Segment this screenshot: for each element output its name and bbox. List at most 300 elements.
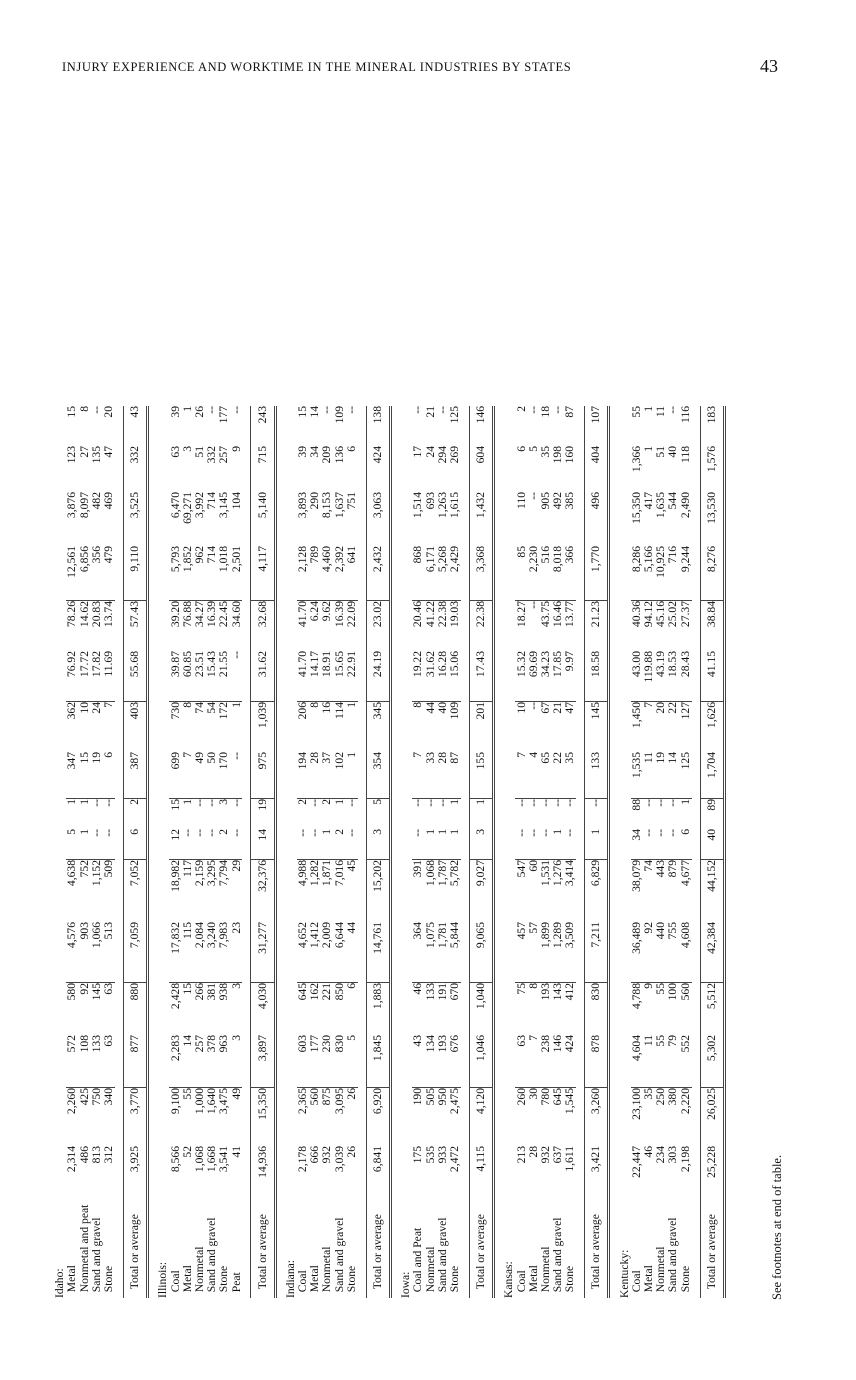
- table-cell: 20: [654, 702, 668, 714]
- table-cell: 11: [643, 752, 655, 799]
- table-cell: 23.02: [366, 601, 390, 652]
- table-cell: 513: [103, 922, 115, 983]
- table-cell: 1,545: [563, 1088, 577, 1115]
- row-label: [218, 1192, 230, 1298]
- row-label: [66, 1192, 78, 1298]
- row-label: [631, 1192, 643, 1298]
- total-row: [251, 406, 275, 1298]
- row-label: [412, 1192, 424, 1298]
- row-label-text: Stone: [563, 1265, 577, 1293]
- table-cell: 750: [89, 1088, 103, 1106]
- table-cell: 366: [564, 546, 576, 601]
- table-cell: 20: [102, 406, 116, 418]
- table-cell: 714: [205, 492, 219, 510]
- table-cell: 440: [655, 922, 667, 983]
- table-cell: 119.88: [643, 651, 655, 702]
- table-cell: 201: [469, 702, 493, 753]
- table-cell: 1: [229, 702, 243, 708]
- table-cell: 2,198: [678, 1146, 692, 1173]
- table-cell: 813: [89, 1146, 103, 1164]
- table-cell: 2,428: [168, 983, 182, 1010]
- table-row: [552, 406, 564, 1298]
- row-label-text: Stone: [447, 1265, 461, 1293]
- table-cell: 8,018: [552, 546, 564, 601]
- table-cell: 10: [514, 702, 528, 714]
- table-cell: 1,289: [552, 922, 564, 983]
- table-cell: 364: [412, 922, 424, 983]
- table-cell: [285, 983, 297, 1036]
- table-cell: --: [643, 829, 655, 860]
- table-cell: 13,530: [700, 492, 724, 546]
- table-cell: 49: [229, 1088, 243, 1100]
- table-cell: 133: [91, 1035, 103, 1088]
- state-name: Kansas:: [502, 1261, 516, 1298]
- table-cell: 8,153: [320, 492, 334, 519]
- table-cell: 52: [180, 1146, 194, 1158]
- table-cell: 509: [102, 860, 116, 878]
- table-cell: [400, 1088, 412, 1147]
- row-label-text: Nonmetal: [320, 1246, 334, 1293]
- row-label-text: Stone: [344, 1265, 358, 1293]
- table-cell: 18.58: [585, 651, 609, 702]
- table-cell: --: [666, 406, 680, 414]
- table-cell: 19: [91, 752, 103, 799]
- row-label-text: Sand and gravel: [666, 1217, 680, 1293]
- table-cell: 38.84: [700, 601, 724, 652]
- table-cell: 47: [102, 446, 116, 458]
- table-cell: 8,286: [631, 546, 643, 601]
- table-cell: 24: [423, 446, 437, 458]
- table-cell: --: [526, 406, 540, 414]
- table-cell: 63: [102, 983, 116, 995]
- table-cell: 332: [205, 446, 219, 464]
- table-cell: [400, 546, 412, 601]
- table-cell: 3,240: [206, 922, 218, 983]
- table-cell: 57.43: [123, 601, 147, 652]
- table-row: [297, 406, 309, 1298]
- table-cell: [618, 983, 630, 1036]
- table-cell: 40: [435, 702, 449, 714]
- table-cell: [618, 799, 630, 830]
- table-cell: [54, 1146, 66, 1192]
- table-cell: 51: [192, 446, 206, 458]
- row-label: [667, 1192, 679, 1298]
- total-row: [469, 406, 493, 1298]
- table-cell: 3: [217, 799, 231, 805]
- table-cell: 2,009: [321, 922, 333, 983]
- table-cell: 5: [526, 446, 540, 452]
- table-cell: [461, 1192, 470, 1298]
- table-cell: 7: [527, 1035, 539, 1088]
- table-cell: [400, 829, 412, 860]
- table-cell: 8: [180, 702, 194, 708]
- spacer-row: [724, 406, 734, 1298]
- table-cell: 34.60: [229, 601, 243, 628]
- table-cell: 115: [182, 922, 194, 983]
- table-cell: 751: [344, 492, 358, 510]
- table-cell: [115, 1192, 124, 1298]
- table-cell: 49: [194, 752, 206, 799]
- table-cell: [54, 752, 66, 799]
- table-cell: 2,220: [678, 1088, 692, 1115]
- table-cell: [618, 922, 630, 983]
- table-cell: 6: [344, 983, 358, 989]
- spacer-row: [692, 406, 701, 1298]
- table-cell: 65: [540, 752, 552, 799]
- table-cell: 39.87: [169, 651, 181, 702]
- table-cell: 5: [366, 799, 390, 830]
- table-cell: --: [205, 799, 219, 807]
- table-cell: 1: [469, 799, 493, 830]
- table-cell: 5: [66, 829, 78, 860]
- table-cell: 26,025: [700, 1088, 724, 1147]
- table-cell: 34.23: [540, 651, 552, 702]
- table-cell: 932: [538, 1146, 552, 1164]
- spacer-row: [494, 406, 504, 1298]
- table-cell: 133: [423, 983, 437, 1001]
- table-cell: 177: [217, 406, 231, 424]
- table-row: [679, 406, 691, 1298]
- table-cell: 4,030: [251, 983, 275, 1036]
- row-label: [91, 1192, 103, 1298]
- table-cell: 5,166: [643, 546, 655, 601]
- table-cell: 134: [424, 1035, 436, 1088]
- table-cell: [285, 406, 297, 446]
- table-cell: 14: [251, 829, 275, 860]
- table-cell: 67: [538, 702, 552, 714]
- total-row: [366, 406, 390, 1298]
- table-cell: 380: [666, 1088, 680, 1106]
- table-cell: [54, 651, 66, 702]
- table-cell: 1: [65, 799, 79, 805]
- table-cell: 8,566: [168, 1146, 182, 1173]
- table-cell: 5,140: [251, 492, 275, 546]
- row-label-text: Coal: [514, 1270, 528, 1293]
- state-heading-row: [157, 406, 169, 1298]
- table-cell: [609, 1192, 619, 1298]
- table-cell: 666: [308, 1146, 322, 1164]
- table-cell: 3,421: [585, 1146, 609, 1192]
- table-cell: 36,489: [631, 922, 643, 983]
- table-cell: 552: [679, 1035, 691, 1088]
- table-cell: 260: [514, 1088, 528, 1106]
- table-cell: --: [194, 829, 206, 860]
- table-cell: 41.70: [296, 601, 310, 628]
- table-cell: --: [182, 829, 194, 860]
- table-cell: 117: [180, 860, 194, 877]
- table-cell: 18: [538, 406, 552, 418]
- table-cell: 6: [123, 829, 147, 860]
- table-cell: 26: [344, 1088, 358, 1100]
- row-label: [515, 1192, 527, 1298]
- table-cell: 877: [123, 1035, 147, 1088]
- table-cell: 535: [423, 1146, 437, 1164]
- table-cell: 1: [437, 829, 449, 860]
- table-cell: 55: [655, 1035, 667, 1088]
- table-cell: 2: [320, 799, 334, 805]
- table-cell: 39.20: [168, 601, 182, 628]
- row-label: [437, 1192, 449, 1298]
- table-cell: 391: [411, 860, 425, 878]
- table-cell: [285, 492, 297, 546]
- table-cell: 4,788: [629, 983, 643, 1010]
- table-row: [527, 406, 539, 1298]
- table-cell: 21: [551, 702, 565, 714]
- table-row: [412, 406, 424, 1298]
- table-cell: 193: [538, 983, 552, 1001]
- table-cell: [242, 1192, 251, 1298]
- table-cell: 544: [666, 492, 680, 510]
- table-cell: --: [91, 829, 103, 860]
- table-cell: 34: [308, 446, 322, 458]
- table-cell: 92: [77, 983, 91, 995]
- table-cell: 7: [182, 752, 194, 799]
- table-cell: --: [102, 799, 116, 807]
- table-cell: 162: [308, 983, 322, 1001]
- table-cell: 2,472: [447, 1146, 461, 1173]
- table-cell: 26: [192, 406, 206, 418]
- table-cell: 424: [564, 1035, 576, 1088]
- table-cell: 3,525: [123, 492, 147, 546]
- table-cell: 37: [321, 752, 333, 799]
- table-cell: 34: [631, 829, 643, 860]
- table-cell: 69,271: [180, 492, 194, 524]
- table-cell: 38,079: [629, 860, 643, 892]
- table-cell: --: [229, 406, 243, 414]
- table-cell: 11: [643, 1035, 655, 1088]
- table-cell: 2: [218, 829, 230, 860]
- table-cell: 190: [411, 1088, 425, 1106]
- table-cell: 146: [552, 1035, 564, 1088]
- table-cell: 155: [469, 752, 493, 799]
- row-label-text: Metal: [65, 1265, 79, 1293]
- row-label-text: Sand and gravel: [332, 1217, 346, 1293]
- table-cell: 40: [700, 829, 724, 860]
- state-heading-row: [618, 406, 630, 1298]
- table-cell: 332: [123, 446, 147, 492]
- table-cell: [285, 1146, 297, 1192]
- table-cell: [285, 860, 297, 923]
- table-cell: 347: [66, 752, 78, 799]
- table-cell: [503, 922, 515, 983]
- table-cell: [54, 702, 66, 753]
- table-cell: [503, 860, 515, 923]
- table-cell: 1,039: [251, 702, 275, 753]
- table-cell: 22: [666, 702, 680, 714]
- table-cell: 183: [700, 406, 724, 446]
- table-cell: 385: [563, 492, 577, 510]
- table-cell: 22.09: [344, 601, 358, 628]
- table-cell: 752: [77, 860, 91, 878]
- table-cell: 8: [308, 702, 322, 708]
- table-cell: 1,531: [538, 860, 552, 887]
- table-cell: 962: [194, 546, 206, 601]
- total-label: Total or average: [366, 1192, 390, 1298]
- table-cell: 637: [551, 1146, 565, 1164]
- spacer-row: [242, 406, 251, 1298]
- table-cell: [285, 829, 297, 860]
- table-cell: --: [423, 799, 437, 807]
- table-cell: 28: [526, 1146, 540, 1158]
- table-cell: 2,501: [230, 546, 242, 601]
- table-cell: 12: [169, 829, 181, 860]
- table-cell: [503, 546, 515, 601]
- table-cell: [157, 860, 169, 923]
- running-head: [62, 56, 778, 76]
- table-cell: --: [89, 799, 103, 807]
- table-cell: 17.82: [91, 651, 103, 702]
- table-cell: 2,314: [65, 1146, 79, 1173]
- row-label: [103, 1192, 115, 1298]
- table-cell: 645: [296, 983, 310, 1001]
- table-cell: [618, 651, 630, 702]
- table-cell: 1,852: [182, 546, 194, 601]
- table-cell: 55: [654, 983, 668, 995]
- table-cell: 4,608: [679, 922, 691, 983]
- page-number: 43: [760, 56, 778, 76]
- table-cell: [54, 1035, 66, 1088]
- table-cell: [157, 922, 169, 983]
- table-cell: --: [344, 799, 358, 807]
- table-cell: 14: [182, 1035, 194, 1088]
- table-cell: [157, 983, 169, 1036]
- table-cell: --: [412, 829, 424, 860]
- table-cell: 3,509: [564, 922, 576, 983]
- table-cell: --: [654, 799, 668, 807]
- table-cell: 4,115: [469, 1146, 493, 1192]
- table-cell: 1,871: [320, 860, 334, 887]
- table-cell: [157, 446, 169, 492]
- table-cell: [618, 829, 630, 860]
- table-cell: 381: [205, 983, 219, 1001]
- table-cell: 16.28: [437, 651, 449, 702]
- table-cell: 7,052: [123, 860, 147, 923]
- table-cell: --: [435, 799, 449, 807]
- table-cell: [400, 752, 412, 799]
- table-cell: 146: [469, 406, 493, 446]
- table-cell: 7: [642, 702, 656, 708]
- table-cell: 55.68: [123, 651, 147, 702]
- table-cell: 15.65: [333, 651, 345, 702]
- table-cell: [503, 601, 515, 652]
- table-cell: 28.43: [679, 651, 691, 702]
- table-cell: 294: [435, 446, 449, 464]
- state-name: Indiana:: [283, 1260, 297, 1298]
- table-cell: 6,920: [366, 1088, 390, 1147]
- table-cell: 19: [251, 799, 275, 830]
- table-cell: 172: [217, 702, 231, 720]
- table-cell: 1,068: [192, 1146, 206, 1173]
- table-row: [230, 406, 242, 1298]
- row-label-text: Sand and gravel: [205, 1217, 219, 1293]
- table-cell: 443: [654, 860, 668, 878]
- table-cell: 25,228: [700, 1146, 724, 1192]
- table-cell: 5,782: [447, 860, 461, 887]
- table-cell: 250: [654, 1088, 668, 1106]
- table-cell: 905: [538, 492, 552, 510]
- table-cell: 3,368: [469, 546, 493, 601]
- table-cell: 312: [102, 1146, 116, 1164]
- table-cell: 19.03: [447, 601, 461, 628]
- table-cell: 238: [540, 1035, 552, 1088]
- table-cell: 2,159: [192, 860, 206, 887]
- table-cell: [400, 601, 412, 652]
- table-cell: 4,576: [66, 922, 78, 983]
- table-cell: 645: [551, 1088, 565, 1106]
- table-cell: 1,770: [585, 546, 609, 601]
- row-label-text: Sand and gravel: [435, 1217, 449, 1293]
- table-cell: 1,040: [469, 983, 493, 1036]
- table-cell: 4,988: [296, 860, 310, 887]
- table-cell: 104: [229, 492, 243, 510]
- table-cell: 1,068: [423, 860, 437, 887]
- table-cell: 15.43: [206, 651, 218, 702]
- table-cell: --: [526, 702, 540, 710]
- table-row: [91, 406, 103, 1298]
- table-cell: 1,626: [700, 702, 724, 753]
- table-body: [54, 406, 734, 1298]
- table-cell: 1,535: [631, 752, 643, 799]
- table-cell: 1,637: [332, 492, 346, 519]
- table-cell: 44: [346, 922, 358, 983]
- table-cell: --: [206, 829, 218, 860]
- table-row: [218, 406, 230, 1298]
- table-cell: 69.69: [527, 651, 539, 702]
- table-cell: [618, 860, 630, 923]
- table-cell: 875: [320, 1088, 334, 1106]
- table-cell: 15,202: [366, 860, 390, 923]
- table-cell: 755: [667, 922, 679, 983]
- table-cell: 14,761: [366, 922, 390, 983]
- table-cell: [54, 829, 66, 860]
- table-cell: 22.91: [346, 651, 358, 702]
- table-cell: 516: [540, 546, 552, 601]
- table-cell: 89: [700, 799, 724, 830]
- table-cell: [618, 446, 630, 492]
- table-cell: [54, 492, 66, 546]
- table-cell: --: [514, 799, 528, 807]
- table-cell: 5,302: [700, 1035, 724, 1088]
- table-cell: 6: [679, 829, 691, 860]
- table-cell: 1: [77, 799, 91, 805]
- table-cell: 603: [297, 1035, 309, 1088]
- table-cell: 107: [585, 406, 609, 446]
- table-cell: 4,460: [321, 546, 333, 601]
- table-cell: 8,276: [700, 546, 724, 601]
- table-cell: 1,075: [424, 922, 436, 983]
- table-cell: [503, 651, 515, 702]
- table-cell: --: [230, 752, 242, 799]
- spacer-row: [148, 406, 158, 1298]
- row-label-text: Coal: [168, 1270, 182, 1293]
- spacer-row: [358, 406, 367, 1298]
- table-cell: [157, 829, 169, 860]
- table-cell: 15,350: [629, 492, 643, 524]
- table-cell: 1: [78, 829, 90, 860]
- row-label-text: Coal: [629, 1270, 643, 1293]
- state-heading-row: [54, 406, 66, 1298]
- table-cell: 14: [667, 752, 679, 799]
- table-cell: 15: [180, 983, 194, 995]
- table-cell: --: [103, 829, 115, 860]
- table-cell: [400, 1035, 412, 1088]
- table-cell: 15: [296, 406, 310, 418]
- table-cell: 3,063: [366, 492, 390, 546]
- table-cell: [503, 799, 515, 830]
- row-label: [297, 1192, 309, 1298]
- total-label: Total or average: [469, 1192, 493, 1298]
- table-cell: [157, 546, 169, 601]
